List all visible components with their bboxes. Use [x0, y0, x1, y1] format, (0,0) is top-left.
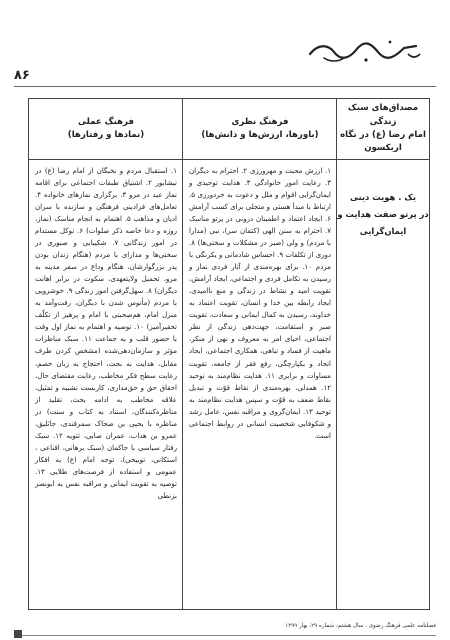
column-header-line: فرهنگ نظری	[231, 116, 289, 127]
row-label	[337, 159, 429, 239]
practical-text: ۱. استقبال مردم و نخبگان از امام رضا (ع) در نیشابور ۲. اشتیاق طبقات اجتماعی برای اقامه نماز عید در مرو ۳. برگزاری نمازهای خانواده ۴. تعامل‌های فرادینی فرهنگی و سازنده با سران ادیان و مذاهب ۵. اهتمام به انجام مناسک (نماز، روزه و دعا خاصه ذکر صلوات) ۶. توکل مستدام در امور زندگانی ۷. شکیبایی و صبوری در سختی‌ها و مدارای با مردم (هنگام زندان بودن پدر بزرگوارشان، هنگام وداع در سفر مدینه به مرو، تحمیل ولایتعهدی، سکوت در برابر اهانت دیگران) ۸. سهل‌گرفتن امور زندگی ۹. خوشرویی با مردم (مأنوس شدن با دیگران، رفت‌وآمد به منزل امام، هم‌صحبتی با امام و پرهیز از تکلّف تحقیرآمیز) ۱۰. توصیه و اهتمام به نماز اول وقت با حضور قلب و به جماعت ۱۱. سبک مناظرات مؤثر و سازمان‌دهی‌شده (مشخص کردن طرف مقابل، هدایت به بحث، احتجاج به زبان خصم، رعایت سطح فکر مخاطب، رعایت مقتضای حال، احقاق حق و حق‌مداری، کاربست تشبیه و تمثیل، علاقه مخاطب به ادامه بحث، تقلید از مناظره‌کنندگان، استناد به کتاب و سنت) در مناظره با یحیی بن ضحاک سمرقندی، جاثلیق، عمرو بن هداب، عمران صابی، ثنویه ۱۲. سبک رفتار سیاسی با حاکمان (سبک برهانی، اقناعی ، استکانی، توبیخی)، توجه امام (ع) به افکار عمومی و استفاده از فرصت‌های طلایی ۱۳. توصیه به تقویت ایمانی و مراقبه نفس به ابونصر بزنطی	[35, 167, 178, 500]
footer-marker	[14, 630, 22, 638]
page-footer	[40, 618, 436, 634]
row-label-line: ایمان‌گرایی	[359, 225, 407, 236]
column-header-line: (باورها، ارزش‌ها و دانش‌ها)	[201, 130, 319, 140]
column-header-line: (نمادها و رفتارها)	[67, 130, 145, 140]
column-header-line: فرهنگ عملی	[77, 116, 135, 127]
column-header-line: اربکسون	[364, 143, 402, 154]
header-divider	[14, 86, 436, 87]
row-label-line: در پرتو صفت هدایت و	[337, 208, 429, 219]
column-header-practical	[29, 99, 183, 159]
theoretical-cell	[183, 159, 337, 448]
column-header-line: مصداق‌های سبک زندگی	[347, 103, 419, 127]
practical-cell	[29, 159, 183, 508]
column-header-theoretical	[183, 99, 337, 159]
column-header-lifestyle	[337, 99, 429, 159]
theoretical-text: ۱. ارزش محبت و مهرورزی ۲. احترام به دیگران ۳. رعایت امور خانوادگی ۴. هدایت توحیدی و ایمان‌گرایی اقوام و ملل و دعوت به خردورزی ۵. ارتباط با مبدأ هستی و متجلی برای کسب آرامش ۶. ایجاد اعتماد و اطمینان درونی در پرتو مناسک ۷. احترام به سنن الهی (کتمان سر)، نبی (مدارا با مردم) و ولی (صبر در مشکلات و سختی‌ها) ۸. دوری از تکلفات ۹. احساس شادمانی و یکرنگی با مردم ۱۰. برای بهره‌مندی از آثار فردی نماز و رسیدن به تکامل فردی و اجتماعی، ایجاد آرامش، تقویت امید و نشاط در زندگی و منع ناامیدی، ایجاد رابطه بین خدا و انسان، تقویت اعتماد به خداوند، رسیدن به کمال ایمانی و سعادت، تقویت صبر و استقامت، جهت‌دهی زندگی از نظر اجتماعی، احیای امر به معروف و نهی از منکر، ماهیت از فساد و تباهی، همکاری اجتماعی، ایجاد اتحاد و یکپارچگی، رفع فقر از جامعه، تقویت مساوات و برابری ۱۱. هدایت نظام‌مند به توحید ۱۲. همدلی، بهره‌مندی از نقاط قوّت و تبدیل نقاط ضعف به قوّت و سپس هدایت نظام‌مند به توحید ۱۳. ایمان‌گروی و مراقبه نفس، عامل رشد و شکوفایی شخصیت انسانی در روابط اجتماعی است.	[189, 167, 331, 440]
culture-table	[28, 98, 430, 610]
footer-divider	[14, 635, 436, 636]
column-header-line: امام رضا (ع) در نگاه	[340, 130, 426, 140]
footer-text: فصلنامه علمی فرهنگ رضوی . سال هشتم، شماره ۲۹، بهار ۱۳۹۹	[285, 623, 436, 629]
page-number: ۸۶	[14, 68, 30, 83]
journal-logo	[304, 36, 424, 66]
row-label-line: یک . هویت دینی	[349, 192, 417, 202]
